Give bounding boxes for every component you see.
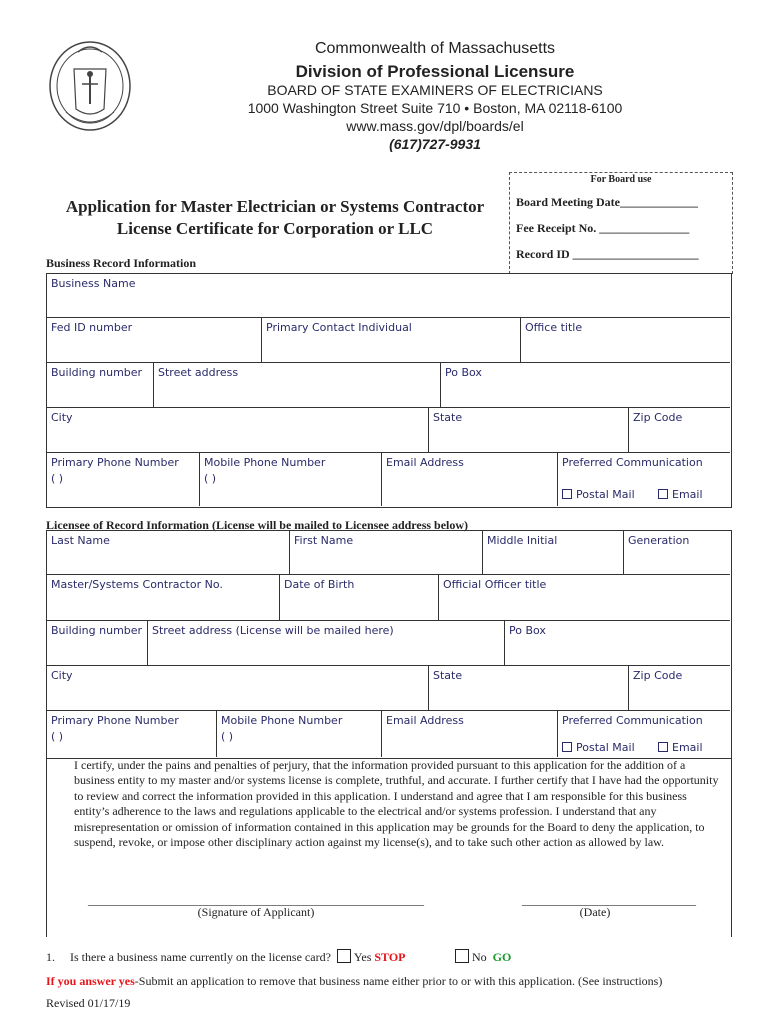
state-field[interactable] — [429, 408, 629, 453]
primary-phone-area: ( ) — [51, 472, 64, 485]
mobile-phone-area: ( ) — [204, 472, 217, 485]
date-label: (Date) — [579, 905, 611, 919]
licensee-mobile-phone-area: ( ) — [221, 730, 234, 743]
note-text: -Submit an application to remove that business name either prior to or with this application. (See instructions) — [134, 974, 663, 988]
po-box-field[interactable] — [441, 363, 730, 408]
preferred-communication-label: Preferred Communication — [562, 456, 703, 469]
licensee-state-label: State — [433, 669, 463, 682]
city-label: City — [51, 411, 73, 424]
street-address-label: Street address — [158, 366, 239, 379]
middle-initial-label: Middle Initial — [487, 534, 558, 547]
question-number: 1. — [46, 950, 55, 964]
business-record-form — [46, 273, 732, 508]
email-option[interactable] — [658, 488, 703, 501]
massachusetts-seal-icon — [44, 34, 136, 134]
licensee-section-heading: Licensee of Record Information (License will be mailed to Licensee address below) — [46, 518, 469, 532]
application-title-line2: License Certificate for Corporation or LLC — [116, 219, 434, 238]
note-lead: If you answer yes — [46, 974, 135, 988]
licensee-street-field[interactable] — [148, 621, 505, 666]
checkbox-icon[interactable] — [562, 489, 572, 499]
business-section-heading: Business Record Information — [46, 256, 197, 270]
licensee-postal-mail-option[interactable] — [562, 741, 635, 754]
licensee-postal-mail-label: Postal Mail — [576, 741, 635, 754]
licensee-email-field[interactable] — [382, 711, 558, 757]
board-use-box — [509, 172, 733, 274]
header-board: BOARD OF STATE EXAMINERS OF ELECTRICIANS — [267, 82, 603, 98]
no-answer — [452, 949, 511, 965]
record-id: Record ID _____________________ — [516, 247, 699, 261]
generation-field[interactable] — [624, 531, 730, 575]
header-commonwealth: Commonwealth of Massachusetts — [314, 40, 556, 57]
office-title-field[interactable] — [521, 318, 730, 363]
last-name-field[interactable] — [47, 531, 290, 575]
licensee-state-field[interactable] — [429, 666, 629, 711]
fee-receipt-no: Fee Receipt No. _______________ — [516, 221, 690, 235]
business-name-label: Business Name — [51, 277, 136, 290]
licensee-primary-phone-label: Primary Phone Number — [51, 714, 179, 727]
email-option-label: Email — [672, 488, 703, 501]
licensee-primary-phone-area: ( ) — [51, 730, 64, 743]
licensee-city-field[interactable] — [47, 666, 429, 711]
licensee-mobile-phone-label: Mobile Phone Number — [221, 714, 343, 727]
business-name-field[interactable] — [47, 274, 730, 318]
officer-title-label: Official Officer title — [443, 578, 547, 591]
mobile-phone-field[interactable] — [200, 453, 382, 506]
signature-label: (Signature of Applicant) — [197, 905, 315, 919]
office-title-label: Office title — [525, 321, 583, 334]
postal-mail-label: Postal Mail — [576, 488, 635, 501]
revised-date: Revised 01/17/19 — [46, 996, 131, 1010]
licensee-email-option[interactable] — [658, 741, 703, 754]
licensee-zip-label: Zip Code — [633, 669, 683, 682]
state-label: State — [433, 411, 463, 424]
go-label: GO — [492, 950, 512, 964]
licensee-city-label: City — [51, 669, 73, 682]
email-address-label: Email Address — [386, 456, 464, 469]
zip-code-field[interactable] — [629, 408, 730, 453]
primary-contact-label: Primary Contact Individual — [266, 321, 412, 334]
header-website: www.mass.gov/dpl/boards/el — [346, 118, 524, 134]
header-division: Division of Professional Licensure — [295, 62, 575, 81]
yes-checkbox[interactable] — [337, 949, 351, 963]
email-address-field[interactable] — [382, 453, 558, 506]
preferred-communication — [558, 453, 730, 506]
licensee-preferred-communication — [558, 711, 730, 757]
date-line[interactable]: _____________________________ — [522, 893, 696, 907]
licensee-building-field[interactable] — [47, 621, 148, 666]
header-phone: (617)727-9931 — [389, 136, 481, 152]
fed-id-label: Fed ID number — [51, 321, 133, 334]
first-name-label: First Name — [294, 534, 354, 547]
checkbox-icon[interactable] — [658, 489, 668, 499]
application-title-line1: Application for Master Electrician or Systems Contractor — [65, 197, 485, 216]
primary-phone-field[interactable] — [47, 453, 200, 506]
licensee-preferred-communication-label: Preferred Communication — [562, 714, 703, 727]
licensee-street-label: Street address (License will be mailed here) — [152, 624, 394, 637]
fed-id-field[interactable] — [47, 318, 262, 363]
yes-label: Yes — [353, 950, 372, 964]
licensee-zip-field[interactable] — [629, 666, 730, 711]
business-name-question — [46, 949, 406, 965]
master-contractor-no-label: Master/Systems Contractor No. — [51, 578, 223, 591]
licensee-mobile-phone-field[interactable] — [217, 711, 382, 757]
question-text: Is there a business name currently on the license card? — [70, 950, 331, 964]
last-name-label: Last Name — [51, 534, 110, 547]
postal-mail-option[interactable] — [562, 488, 635, 501]
licensee-email-label: Email Address — [386, 714, 464, 727]
generation-label: Generation — [628, 534, 690, 547]
licensee-pobox-field[interactable] — [505, 621, 730, 666]
no-label: No — [472, 950, 487, 964]
mobile-phone-label: Mobile Phone Number — [204, 456, 326, 469]
certification-text: I certify, under the pains and penalties of perjury, that the information provided pursuant to this application for the addition of a business entity to my master and/or systems license is complete, truthful, and accurate. I further certify that I have had the opportunity to review and correct the information provided in this application. I understand and agree that I am responsible for this business entity’s adherence to the laws and regulations applicable to the electrical and/or systems profession. I understand that any misrepresentation or omission of information contained in this application may be grounds for the Board to deny the application, to suspend, revoke, or impose other disciplinary action against my license(s), and to take such other action as allowed by law. — [74, 758, 719, 850]
licensee-primary-phone-field[interactable] — [47, 711, 217, 757]
header-address: 1000 Washington Street Suite 710 • Boston, MA 02118-6100 — [247, 100, 623, 116]
licensee-email-option-label: Email — [672, 741, 703, 754]
stop-label: STOP — [374, 950, 406, 964]
primary-phone-label: Primary Phone Number — [51, 456, 179, 469]
po-box-label: Po Box — [445, 366, 482, 379]
master-contractor-no-field[interactable] — [47, 575, 280, 621]
checkbox-icon[interactable] — [658, 742, 668, 752]
street-address-field[interactable] — [154, 363, 441, 408]
date-of-birth-label: Date of Birth — [284, 578, 355, 591]
licensee-building-label: Building number — [51, 624, 143, 637]
building-number-label: Building number — [51, 366, 143, 379]
checkbox-icon[interactable] — [562, 742, 572, 752]
building-number-field[interactable] — [47, 363, 154, 408]
no-checkbox[interactable] — [455, 949, 469, 963]
answer-yes-note — [46, 974, 662, 989]
date-of-birth-field[interactable] — [280, 575, 439, 621]
first-name-field[interactable] — [290, 531, 483, 575]
middle-initial-field[interactable] — [483, 531, 624, 575]
primary-contact-field[interactable] — [262, 318, 521, 363]
licensee-pobox-label: Po Box — [509, 624, 546, 637]
licensee-record-form — [46, 530, 732, 759]
city-field[interactable] — [47, 408, 429, 453]
officer-title-field[interactable] — [439, 575, 730, 621]
board-use-title: For Board use — [590, 174, 652, 185]
board-meeting-date: Board Meeting Date_____________ — [516, 195, 698, 209]
zip-code-label: Zip Code — [633, 411, 683, 424]
signature-line[interactable]: ________________________________________________________ — [88, 893, 424, 907]
